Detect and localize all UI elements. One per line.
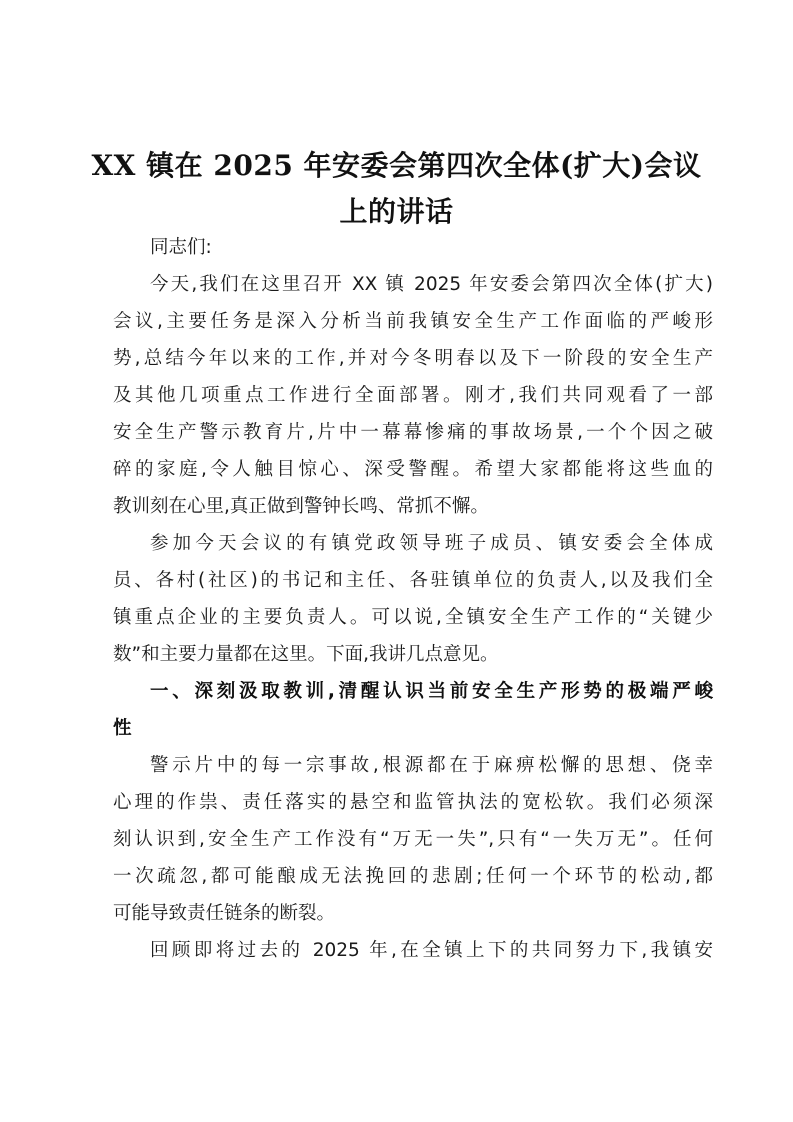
paragraph-3-line: 可能导致责任链条的断裂。 (113, 903, 336, 924)
paragraph-2-line: 员、各村(社区)的书记和主任、各驻镇单位的负责人,以及我们全 (113, 570, 713, 591)
paragraph-1-line: 会议,主要任务是深入分析当前我镇安全生产工作面临的严峻形 (113, 311, 713, 332)
paragraph-2-line: 参加今天会议的有镇党政领导班子成员、镇安委会全体成 (150, 533, 713, 554)
paragraph-1-line: 及其他几项重点工作进行全面部署。刚才,我们共同观看了一部 (113, 385, 713, 406)
document-title-line-1: XX 镇在 2025 年安委会第四次全体(扩大)会议 (91, 149, 702, 182)
paragraph-2-line: 数”和主要力量都在这里。下面,我讲几点意见。 (113, 644, 499, 665)
section-heading-1-continued: 性 (113, 718, 132, 739)
paragraph-1-line: 碎的家庭,令人触目惊心、深受警醒。希望大家都能将这些血的 (113, 459, 713, 480)
paragraph-1-line: 教训刻在心里,真正做到警钟长鸣、常抓不懈。 (113, 496, 489, 517)
document-title-line-2: 上的讲话 (339, 195, 454, 228)
section-heading-1: 一、深刻汲取教训,清醒认识当前安全生产形势的极端严峻 (150, 681, 713, 702)
paragraph-4-line: 回顾即将过去的 2025 年,在全镇上下的共同努力下,我镇安 (150, 940, 713, 961)
paragraph-3-line: 刻认识到,安全生产工作没有“万无一失”,只有“一失万无”。任何 (113, 829, 713, 850)
paragraph-3-line: 一次疏忽,都可能酿成无法挽回的悲剧;任何一个环节的松动,都 (113, 866, 713, 887)
paragraph-1-line: 安全生产警示教育片,片中一幕幕惨痛的事故场景,一个个因之破 (113, 422, 713, 443)
paragraph-1-line: 今天,我们在这里召开 XX 镇 2025 年安委会第四次全体(扩大) (150, 274, 713, 295)
paragraph-2-line: 镇重点企业的主要负责人。可以说,全镇安全生产工作的“关键少 (113, 607, 713, 628)
document-body (113, 229, 713, 969)
paragraph-1-line: 势,总结今年以来的工作,并对今冬明春以及下一阶段的安全生产 (113, 348, 713, 369)
paragraph-3-line: 警示片中的每一宗事故,根源都在于麻痹松懈的思想、侥幸 (150, 755, 713, 776)
salutation: 同志们: (150, 237, 212, 258)
paragraph-3-line: 心理的作祟、责任落实的悬空和监管执法的宽松软。我们必须深 (113, 792, 713, 813)
